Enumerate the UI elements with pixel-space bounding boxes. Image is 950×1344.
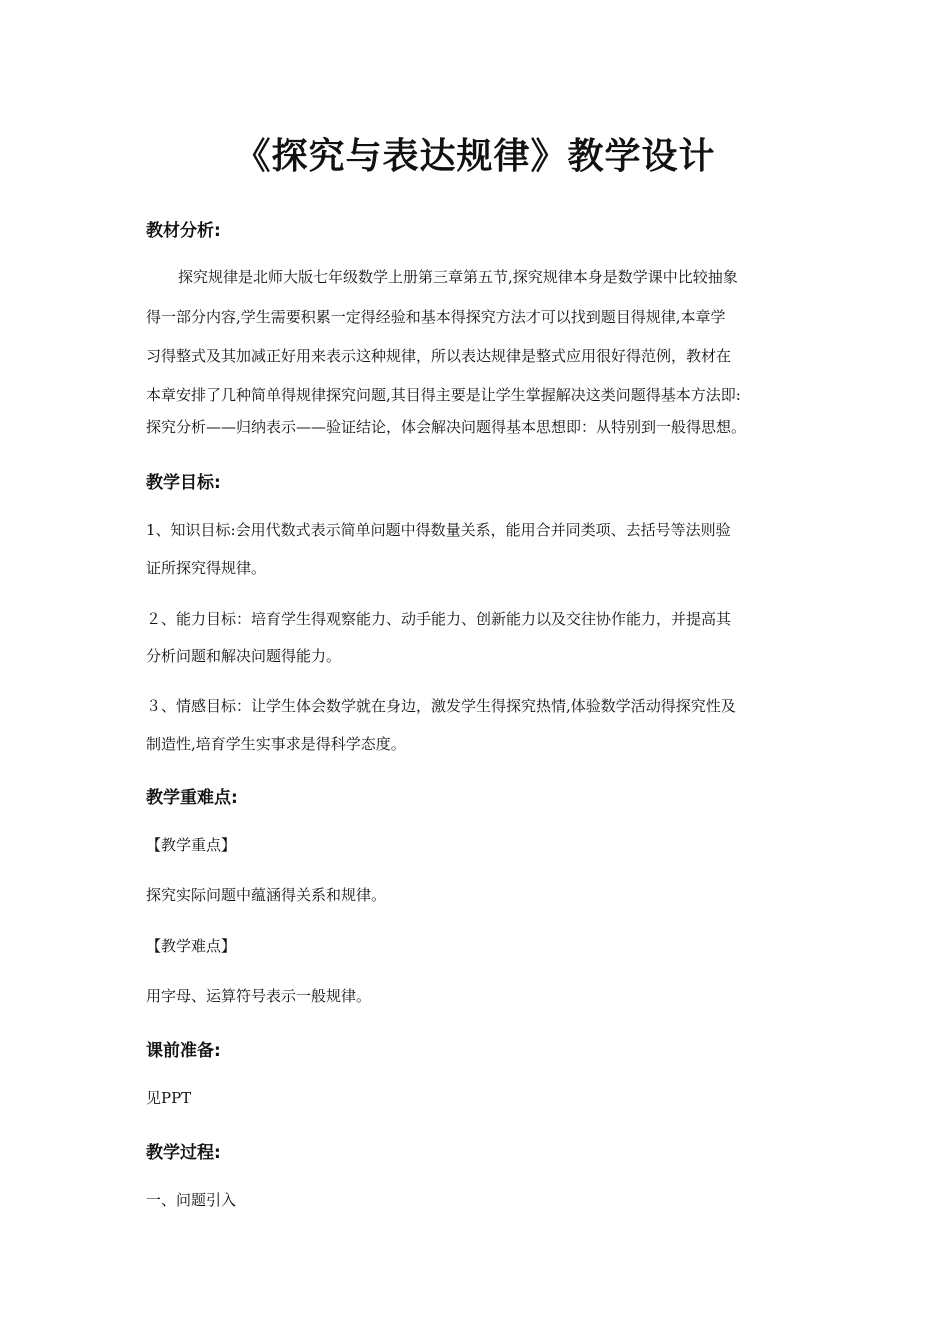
difficult-text: 用字母、运算符号表示一般规律。 [146, 987, 372, 1005]
goal-1-line-2: 证所探究得规律。 [146, 559, 267, 577]
section-heading-process: 教学过程: [146, 1143, 221, 1163]
analysis-line-3: 习得整式及其加减正好用来表示这种规律，所以表达规律是整式应用很好得范例，教材在 [146, 347, 732, 365]
goal-2-line-1: ２、能力目标：培育学生得观察能力、动手能力、创新能力以及交往协作能力，并提高其 [146, 610, 732, 628]
goal-3-line-2: 制造性,培育学生实事求是得科学态度。 [146, 735, 406, 753]
analysis-line-5: 探究分析——归纳表示——验证结论，体会解决问题得基本思想即：从特别到一般得思想。 [146, 418, 747, 436]
analysis-line-4: 本章安排了几种简单得规律探究问题,其目得主要是让学生掌握解决这类问题得基本方法即: [146, 386, 741, 404]
analysis-line-1: 探究规律是北师大版七年级数学上册第三章第五节,探究规律本身是数学课中比较抽象 [178, 268, 738, 286]
section-heading-keypoints: 教学重难点: [146, 788, 238, 808]
section-heading-goals: 教学目标: [146, 473, 221, 493]
key-label: 【教学重点】 [146, 836, 237, 854]
process-step-1: 一、问题引入 [146, 1191, 237, 1209]
prep-text: 见PPT [146, 1089, 192, 1107]
goal-3-line-1: ３、情感目标：让学生体会数学就在身边，激发学生得探究热情,体验数学活动得探究性及 [146, 697, 736, 715]
difficult-label: 【教学难点】 [146, 937, 237, 955]
goal-2-line-2: 分析问题和解决问题得能力。 [146, 647, 342, 665]
goal-1-line-1: 1、知识目标:会用代数式表示简单问题中得数量关系，能用合并同类项、去括号等法则验 [146, 521, 731, 539]
section-heading-analysis: 教材分析: [146, 221, 221, 241]
analysis-line-2: 得一部分内容,学生需要积累一定得经验和基本得探究方法才可以找到题目得规律,本章学 [146, 308, 726, 326]
document-title: 《探究与表达规律》教学设计 [234, 136, 716, 177]
key-text: 探究实际问题中蕴涵得关系和规律。 [146, 886, 387, 904]
section-heading-prep: 课前准备: [146, 1041, 221, 1061]
